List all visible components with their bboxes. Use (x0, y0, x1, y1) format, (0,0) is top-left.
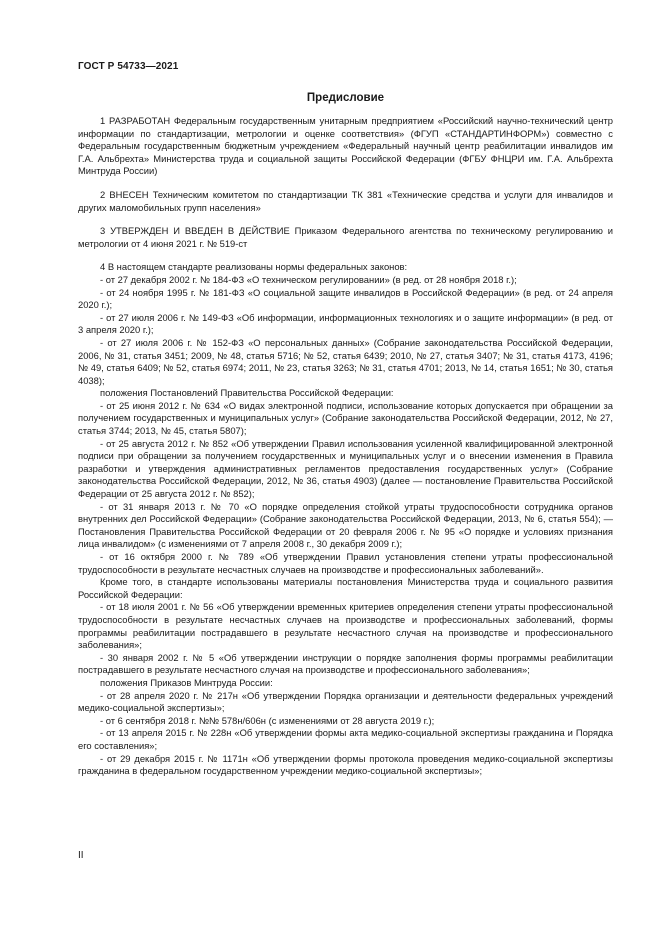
paragraph: 3 УТВЕРЖДЕН И ВВЕДЕН В ДЕЙСТВИЕ Приказом Федерального агентства по техническому регулированию и метрологии от 4 июня 2021 г. № 519-ст (78, 225, 613, 249)
paragraph: - от 16 октября 2000 г. № 789 «Об утверждении Правил установления степени утраты профессиональной трудоспособности в результате несчастных случаев на производстве и профессиональных заболеваний». (78, 551, 613, 575)
paragraph: - от 27 июля 2006 г. № 149-ФЗ «Об информации, информационных технологиях и о защите информации» (в ред. от 3 апреля 2020 г.); (78, 311, 613, 336)
paragraph: - от 24 ноября 1995 г. № 181-ФЗ «О социальной защите инвалидов в Российской Федерации» (в ред. от 24 апреля 2020 г.); (78, 286, 613, 311)
page-number: II (78, 850, 84, 861)
document-body (78, 115, 613, 778)
paragraph: положения Приказов Минтруда России: (100, 676, 273, 688)
paragraph: - от 18 июля 2001 г. № 56 «Об утверждении временных критериев определения степени утраты профессиональной трудоспособности в результате несчастных случаев на производстве и профессиональных заболеваний, формы программы реабилитации пострадавшего в результате несчастного случая на производстве и профессионального заболевания»; (78, 601, 613, 651)
paragraph: 4 В настоящем стандарте реализованы нормы федеральных законов: (100, 261, 408, 273)
paragraph: - от 27 июля 2006 г. № 152-ФЗ «О персональных данных» (Собрание законодательства Российской Федерации, 2006, № 31, статья 3451; 2009, № 48, статья 5716; № 52, статья 6439; 2010, № 27, статья 3407; № 31, статья 4173, 4196; № 49, статья 6409; № 52, статья 6974; 2011, № 23, статья 3263; № 31, статья 4701; 2013, № 14, статья 1651; № 30, статья 4038); (78, 336, 613, 386)
paragraph: - от 27 декабря 2002 г. № 184-ФЗ «О техническом регулировании» (в ред. от 28 ноября 2018 г.); (100, 273, 517, 285)
paragraph: положения Постановлений Правительства Российской Федерации: (100, 387, 394, 399)
paragraph: 2 ВНЕСЕН Техническим комитетом по стандартизации ТК 381 «Технические средства и услуги для инвалидов и других маломобильных групп населения» (78, 188, 613, 213)
paragraph: - от 25 июня 2012 г. № 634 «О видах электронной подписи, использование которых допускается при обращении за получением государственных и муниципальных услуг» (Собрание законодательства Российской Федерации, 2012, № 27, статья 3744; 2013, № 45, статья 5807); (78, 399, 613, 437)
paragraph: - 30 января 2002 г. № 5 «Об утверждении инструкции о порядке заполнения формы программы реабилитации пострадавшего в результате несчастного случая на производстве и профессионального заболевания»; (78, 651, 613, 676)
paragraph: - от 31 января 2013 г. № 70 «О порядке определения стойкой утраты трудоспособности сотрудника органов внутренних дел Российской Федерации» (Собрание законодательства Российской Федерации, 2013, № 6, статья 554); — Постановления Правительства Российской Федерации от 20 февраля 2006 г. № 95 «О порядке и условиях признания лица инвалидом» (с изменениями от 7 апреля 2008 г., 30 декабря 2009 г.); (78, 500, 613, 550)
paragraph: Кроме того, в стандарте использованы материалы постановления Министерства труда и социального развития Российской Федерации: (78, 576, 613, 600)
paragraph: - от 29 декабря 2015 г. № 1171н «Об утверждении формы протокола проведения медико-социальной экспертизы гражданина в федеральном государственном учреждении медико-социальной экспертизы»; (78, 752, 613, 777)
standard-designation: ГОСТ Р 54733—2021 (78, 61, 179, 72)
paragraph: - от 28 апреля 2020 г. № 217н «Об утверждении Порядка организации и деятельности федеральных учреждений медико-социальной экспертизы»; (78, 689, 613, 714)
page-title: Предисловие (306, 92, 385, 104)
paragraph: - от 13 апреля 2015 г. № 228н «Об утверждении формы акта медико-социальной экспертизы гражданина и Порядка его составления»; (78, 727, 613, 751)
paragraph: 1 РАЗРАБОТАН Федеральным государственным унитарным предприятием «Российский научно-технический центр информации по стандартизации, метрологии и оценке соответствия» (ФГУП «СТАНДАРТИНФОРМ») совместно с Федеральным государственным бюджетным учреждением «Федеральный научный центр реабилитации инвалидов им Г.А. Альбрехта» Министерства труда и социальной защиты Российской Федерации (ФГБУ ФНЦРИ им. Г.А. Альбрехта Минтруда России) (78, 115, 613, 177)
paragraph: - от 25 августа 2012 г. № 852 «Об утверждении Правил использования усиленной квалифицированной электронной подписи при обращении за получением государственных и муниципальных услуг и о внесении изменения в Правила разработки и утверждения административных регламентов предоставления государственных услуг» (Собрание законодательства Российской Федерации, 2012, № 36, статья 4903) (далее — постановление Правительства Российской Федерации от 25 августа 2012 г. № 852); (78, 437, 613, 500)
paragraph: - от 6 сентября 2018 г. №№ 578н/606н (с изменениями от 28 августа 2019 г.); (100, 714, 435, 726)
